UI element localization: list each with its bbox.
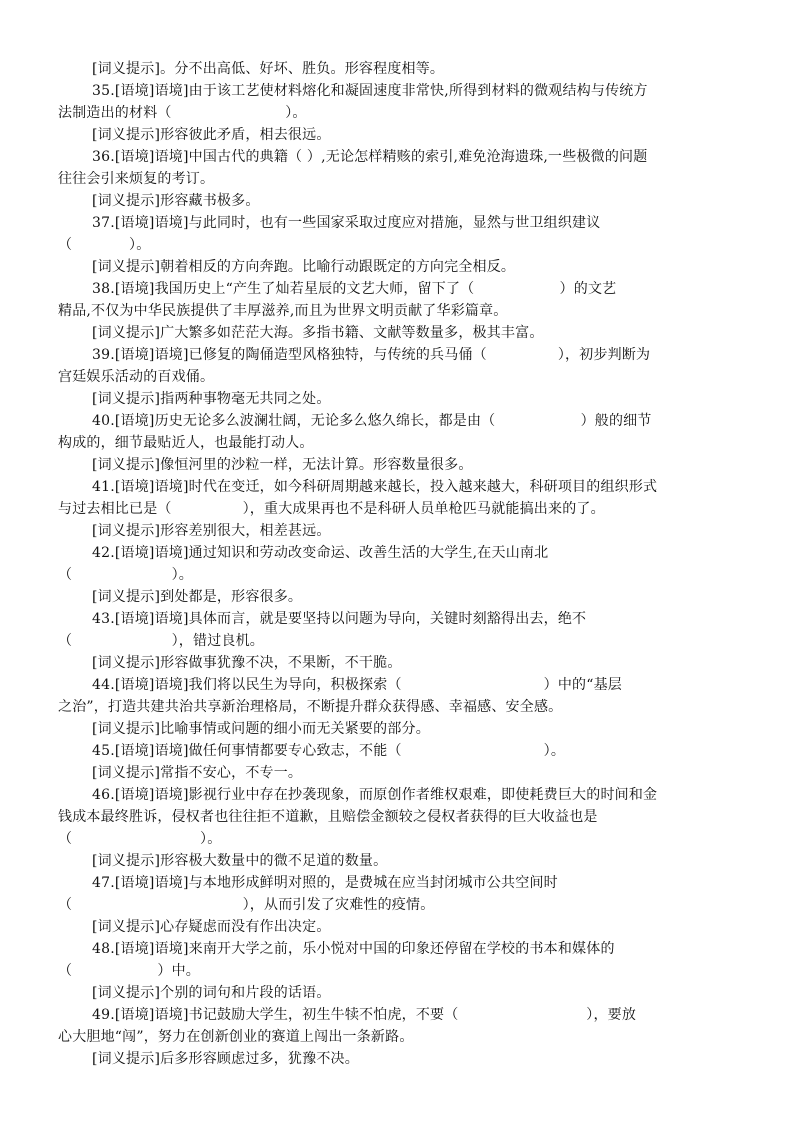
text-line: [词义提示]朝着相反的方向奔跑。比喻行动跟既定的方向完全相反。 [92, 259, 516, 275]
text-line: 42.[语境]语境]通过知识和劳动改变命运、改善生活的大学生,在天山南北 [92, 545, 549, 561]
text-line: 48.[语境]语境]来南开大学之前，乐小悦对中国的印象还停留在学校的书本和媒体的 [92, 941, 615, 957]
document-page [58, 58, 734, 1070]
text-line: （ ），从而引发了灾难性的疫情。 [58, 897, 435, 913]
text-line: 37.[语境]语境]与此同时，也有一些国家采取过度应对措施，显然与世卫组织建议 [92, 215, 601, 231]
text-line: 44.[语境]语境]我们将以民生为导向，积极探索（ ）中的“基层 [92, 677, 623, 693]
text-line: 47.[语境]语境]与本地形成鲜明对照的，是费城在应当封闭城市公共空间时 [92, 875, 558, 891]
text-line: 心大胆地“闯”，努力在创新创业的赛道上闯出一条新路。 [58, 1029, 414, 1045]
text-line: 精品,不仅为中华民族提供了丰厚滋养,而且为世界文明贡献了华彩篇章。 [58, 303, 508, 319]
text-line: [词义提示]形容差别很大，相差甚远。 [92, 523, 331, 539]
text-line: 36.[语境]语境]中国古代的典籍（ ）,无论怎样精赅的索引,难免沧海遗珠,一些极微的问题 [92, 149, 648, 165]
text-line: 41.[语境]语境]时代在变迁，如今科研周期越来越长，投入越来越大，科研项目的组织形式 [92, 479, 658, 495]
text-line: （ ），错过良机。 [58, 633, 264, 649]
text-line: 35.[语境]语境]由于该工艺使材料熔化和凝固速度非常快,所得到材料的微观结构与传统方 [92, 83, 648, 99]
text-line: 46.[语境]语境]影视行业中存在抄袭现象，而原创作者维权艰难，即使耗费巨大的时间和金 [92, 787, 658, 803]
text-line: 39.[语境]语境]已修复的陶俑造型风格独特，与传统的兵马俑（ ），初步判断为 [92, 347, 651, 363]
text-line: 38.[语境]我国历史上“产生了灿若星辰的文艺大师，留下了（ ）的文艺 [92, 281, 617, 297]
text-line: [词义提示]指两种事物毫无共同之处。 [92, 391, 331, 407]
text-line: [词义提示]像恒河里的沙粒一样，无法计算。形容数量很多。 [92, 457, 473, 473]
text-line: [词义提示]形容极大数量中的微不足道的数量。 [92, 853, 388, 869]
text-line: 往往会引来烦复的考订。 [58, 171, 215, 187]
text-line: [词义提示]形容藏书极多。 [92, 193, 260, 209]
text-line: 与过去相比已是（ ），重大成果再也不是科研人员单枪匹马就能搞出来的了。 [58, 501, 605, 517]
text-line: [词义提示]比喻事情或问题的细小而无关紧要的部分。 [92, 721, 430, 737]
text-line: 钱成本最终胜诉，侵权者也往往拒不道歉，且赔偿金额较之侵权者获得的巨大收益也是 [58, 809, 598, 825]
text-line: 40.[语境]历史无论多么波澜壮阔，无论多么悠久绵长，都是由（ ）般的细节 [92, 413, 652, 429]
text-line: （ ）中。 [58, 963, 200, 979]
text-line: [词义提示]到处都是，形容很多。 [92, 589, 303, 605]
text-line: 宫廷娱乐活动的百戏俑。 [58, 369, 215, 385]
text-line: （ ）。 [58, 237, 151, 253]
text-line: [词义提示]形容做事犹豫不决，不果断，不干脆。 [92, 655, 402, 671]
text-line: （ ）。 [58, 831, 222, 847]
text-line: 49.[语境]语境]书记鼓励大学生，初生牛犊不怕虎，不要（ ），要放 [92, 1007, 637, 1023]
text-line: 构成的，细节最贴近人，也最能打动人。 [58, 435, 314, 451]
text-line: [词义提示]广大繁多如茫茫大海。多指书籍、文献等数量多，极其丰富。 [92, 325, 544, 341]
text-line: 法制造出的材料（ ）。 [58, 105, 307, 121]
text-line: [词义提示]后多形容顾虑过多，犹豫不决。 [92, 1051, 359, 1067]
text-line: [词义提示]。分不出高低、好坏、胜负。形容程度相等。 [92, 61, 445, 77]
text-line: [词义提示]个别的词句和片段的话语。 [92, 985, 331, 1001]
text-line: [词义提示]常指不安心，不专一。 [92, 765, 303, 781]
text-line: [词义提示]形容彼此矛盾，相去很远。 [92, 127, 331, 143]
text-line: 之治”，打造共建共治共享新治理格局，不断提升群众获得感、幸福感、安全感。 [58, 699, 563, 715]
text-line: （ ）。 [58, 567, 193, 583]
text-line: [词义提示]心存疑虑而没有作出决定。 [92, 919, 331, 935]
text-line: 45.[语境]语境]做任何事情都要专心致志，不能（ ）。 [92, 743, 566, 759]
text-line: 43.[语境]语境]具体而言，就是要坚持以问题为导向，关键时刻豁得出去，绝不 [92, 611, 587, 627]
